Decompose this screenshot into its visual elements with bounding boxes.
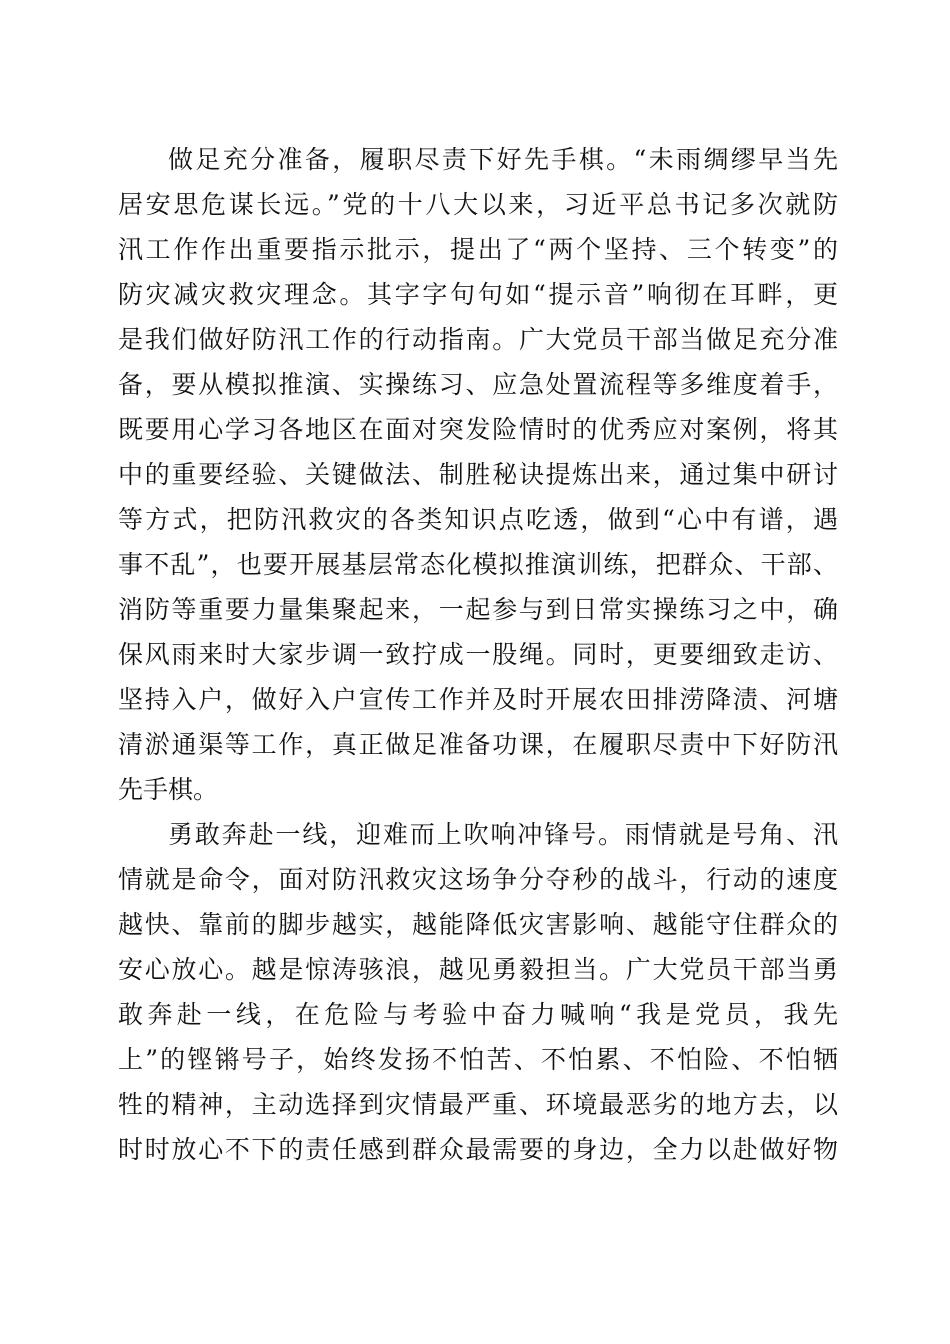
paragraph-2-line-7: 牲的精神，主动选择到灾情最严重、环境最恶劣的地方去，以 (118, 1090, 838, 1119)
paragraph-1-line-6: 备，要从模拟推演、实操练习、应急处置流程等多维度着手， (118, 370, 838, 399)
paragraph-2-line-2: 情就是命令，面对防汛救灾这场争分夺秒的战斗，行动的速度 (118, 865, 838, 894)
paragraph-2-line-8: 时时放心不下的责任感到群众最需要的身边，全力以赴做好物 (118, 1135, 838, 1164)
paragraph-1-line-4: 防灾减灾救灾理念。其字字句句如“提示音”响彻在耳畔，更 (118, 280, 838, 309)
paragraph-1-line-15: 先手棋。 (118, 775, 219, 804)
paragraph-1-line-10: 事不乱”，也要开展基层常态化模拟推演训练，把群众、干部、 (118, 550, 838, 579)
paragraph-2-line-4: 安心放心。越是惊涛骇浪，越见勇毅担当。广大党员干部当勇 (118, 955, 838, 984)
paragraph-1-line-9: 等方式，把防汛救灾的各类知识点吃透，做到“心中有谱，遇 (118, 505, 838, 534)
paragraph-1-line-12: 保风雨来时大家步调一致拧成一股绳。同时，更要细致走访、 (118, 640, 838, 669)
paragraph-2-line-5: 敢奔赴一线，在危险与考验中奋力喊响“我是党员，我先 (118, 1000, 838, 1029)
paragraph-1-line-13: 坚持入户，做好入户宣传工作并及时开展农田排涝降渍、河塘 (118, 685, 838, 714)
paragraph-1-line-14: 清淤通渠等工作，真正做足准备功课，在履职尽责中下好防汛 (118, 730, 838, 759)
paragraph-1-line-8: 中的重要经验、关键做法、制胜秘诀提炼出来，通过集中研讨 (118, 460, 838, 489)
paragraph-1-line-1: 做足充分准备，履职尽责下好先手棋。“未雨绸缪早当先 (168, 145, 838, 174)
paragraph-2-line-3: 越快、靠前的脚步越实，越能降低灾害影响、越能守住群众的 (118, 910, 838, 939)
paragraph-1-line-2: 居安思危谋长远。”党的十八大以来，习近平总书记多次就防 (118, 190, 838, 219)
paragraph-1-line-11: 消防等重要力量集聚起来，一起参与到日常实操练习之中，确 (118, 595, 838, 624)
paragraph-2-line-1: 勇敢奔赴一线，迎难而上吹响冲锋号。雨情就是号角、汛 (168, 820, 838, 849)
paragraph-1-line-3: 汛工作作出重要指示批示，提出了“两个坚持、三个转变”的 (118, 235, 838, 264)
paragraph-2-line-6: 上”的铿锵号子，始终发扬不怕苦、不怕累、不怕险、不怕牺 (118, 1045, 838, 1074)
paragraph-1-line-5: 是我们做好防汛工作的行动指南。广大党员干部当做足充分准 (118, 325, 838, 354)
paragraph-1-line-7: 既要用心学习各地区在面对突发险情时的优秀应对案例，将其 (118, 415, 838, 444)
